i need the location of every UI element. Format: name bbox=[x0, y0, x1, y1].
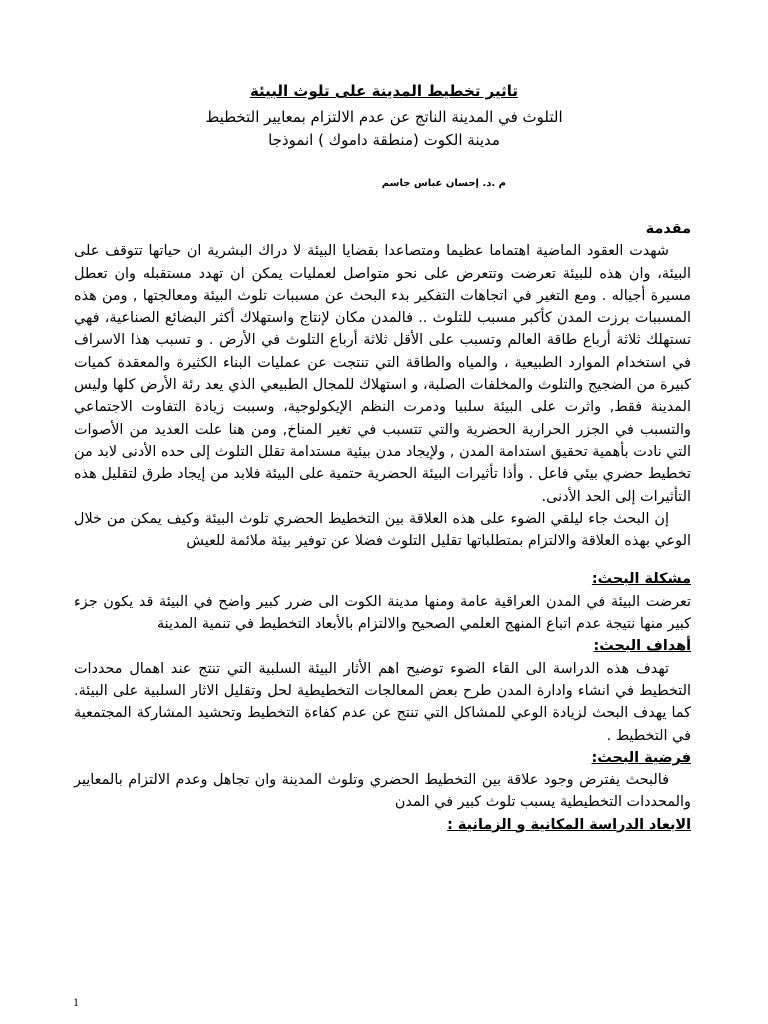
goals-heading: أهداف البحث: bbox=[593, 638, 691, 655]
document-title: تاثير تخطيط المدينة على تلوث البيئة bbox=[249, 82, 519, 100]
hypothesis-paragraph: فالبحث يفترض وجود علاقة بين التخطيط الحضري وتلوث المدينة وان تجاهل وعدم الالتزام بالمعايير والمحددات التخطيطية يسبب تلوث كبير في المدن bbox=[74, 772, 691, 811]
section-gap bbox=[74, 552, 691, 568]
document-subtitle-1: التلوث في المدينة الناتج عن عدم الالتزام بمعايير التخطيط bbox=[205, 108, 563, 126]
intro-paragraph-2: إن البحث جاء ليلقي الضوء على هذه العلاقة بين التخطيط الحضري تلوث البيئة وكيف يمكن من خلال الوعي بهذه العلاقة والالتزام بمتطلباتها تقليل التلوث فضلا عن توفير بيئة ملائمة للعيش bbox=[74, 510, 691, 550]
author-name: م .د. إحسان عباس جاسم bbox=[381, 178, 506, 189]
intro-paragraph-1: شهدت العقود الماضية اهتماما عظيما ومتصاعدا بقضايا البيئة لا دراك البشرية ان حياتها تتوقف على البيئة، وان هذه للبيئة تعرضت وتتعرض على نحو متواصل لعمليات يمكن ان تهدد مستقبله وان تعطل مسيرة أجياله . ومع التغير في اتجاهات التفكير بدء البحث عن مسببات تلوث البيئة ومعالجتها , ومن هذه المسببات برزت المدن كأكبر مسبب للتلوث .. فالمدن مكان لإنتاج واستهلاك أكثر البضائع الصناعية، فهي تستهلك ثلاثة أرباع طاقة العالم وتسبب على الأقل ثلاثة أرباع التلوث في الأرض . و تسبب هذا الاسراف في استخدام الموارد الطبيعية ، والمياه والطاقة التي تنتجت عن عمليات البناء الكثيرة والمعقدة كميات كبيرة من الضجيج والتلوث والمخلفات الصلبة، و استهلاك للمجال الطبيعي الذي يعد رئة الأرض كلها وليس المدينة فقط, واثرت على البيئة سلبيا ودمرت النظم الإيكولوجية، وسببت زيادة التفاوت الاجتماعي والتسبب في الجزر الحرارية الحضرية والتي تتسبب في تغير المناخ, ومن هنا علت العديد من الأصوات التي نادت بأهمية تحقيق استدامة المدن , ولإيجاد مدن بيئية مستدامة تقلل التلوث إلى حده الأدنى لابد من تخطيط حضري بيئي فاعل . وأذا تأثيرات البيئة الحضرية حتمية على البيئة فلابد من إيجاد طرق لتقليل هذه التأثيرات إلى الحد الأدنى. bbox=[74, 243, 691, 505]
document-body bbox=[74, 218, 691, 836]
dimensions-heading: الابعاد الدراسة المكانية و الزمانية : bbox=[447, 816, 691, 833]
problem-paragraph: تعرضت البيئة في المدن العراقية عامة ومنها مدينة الكوت الى ضرر كبير واضح في البيئة قد يكون جزء كبير منها نتيجة عدم اتباع المنهج العلمي الصحيح والالتزام بالأبعاد التخطيط في تنمية المدينة bbox=[74, 593, 691, 633]
goals-paragraph: تهدف هذه الدراسة الى القاء الضوء توضيح اهم الأثار البيئة السلبية التي تنتج عند اهمال محددات التخطيط في انشاء وادارة المدن طرح بعض المعالجات التخطيطية لحل وتقليل الاثار السلبية على البيئة. كما يهدف البحث لزيادة الوعي للمشاكل التي تنتج عن عدم كفاءة التخطيط وتحشيد المشاركة المجتمعية في التخطيط . bbox=[74, 660, 691, 744]
document-subtitle-2: مدينة الكوت (منطقة داموك ) انموذجا bbox=[268, 131, 500, 149]
intro-heading: مقدمة bbox=[645, 221, 691, 237]
hypothesis-heading: فرضية البحث: bbox=[591, 749, 691, 766]
problem-heading: مشكلة البحث: bbox=[591, 571, 691, 588]
page-number: 1 bbox=[73, 995, 79, 1009]
